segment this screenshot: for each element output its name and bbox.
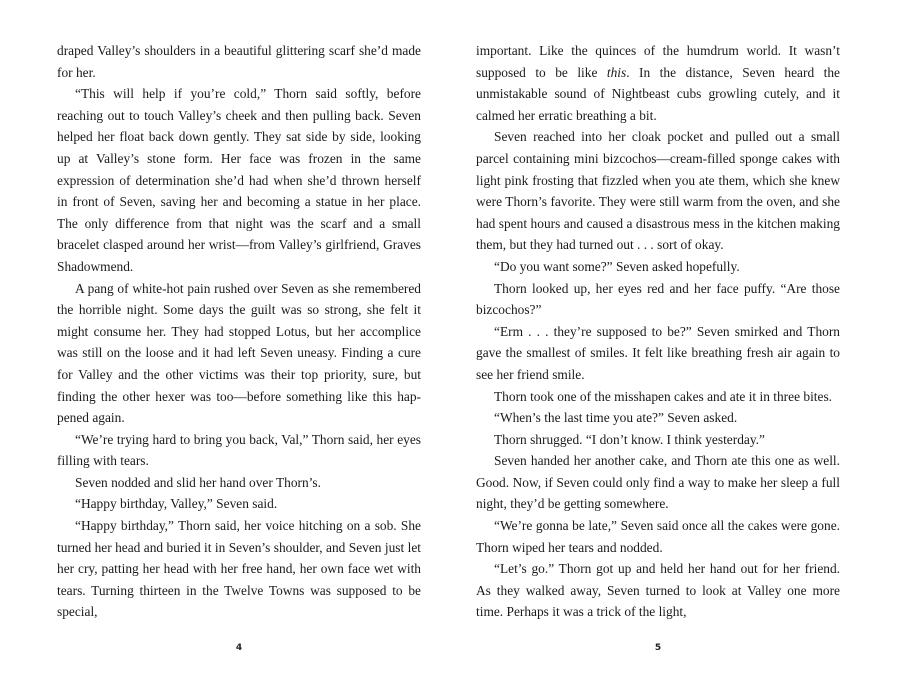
paragraph: draped Valley’s shoulders in a beautiful glittering scarf she’d made for her. xyxy=(57,43,421,80)
paragraph: Seven handed her another cake, and Thorn ate this one as well. Good. Now, if Seven could only find a way to make her sleep a full night, they’d be getting somewhere. xyxy=(476,453,840,512)
paragraph: Seven reached into her cloak pocket and pulled out a small parcel containing mini bizcochos—cream-filled sponge cakes with light pink frosting that fizzled when you ate them, which she knew were Thorn’s favorite. They were still warm from the oven, and she had spent hours and caused a disastrous mess in the kitchen making them, but they had turned out . . . sort of okay. xyxy=(476,129,840,253)
page-number: 5 xyxy=(654,643,662,653)
paragraph: “When’s the last time you ate?” Seven asked. xyxy=(494,410,738,426)
paragraph: Seven nodded and slid her hand over Thorn’s. xyxy=(75,474,321,490)
left-page-text xyxy=(57,40,421,623)
paragraph: “Let’s go.” Thorn got up and held her hand out for her friend. As they walked away, Seven turned to look at Valley one more time. Perhaps it was a trick of the light, xyxy=(476,561,840,620)
left-page xyxy=(57,40,421,653)
right-page xyxy=(476,40,840,653)
paragraph: “Happy birthday, Valley,” Seven said. xyxy=(75,496,278,512)
paragraph: “We’re gonna be late,” Seven said once all the cakes were gone. Thorn wiped her tears and nodded. xyxy=(476,518,840,555)
right-page-text xyxy=(476,40,840,623)
paragraph: Thorn took one of the misshapen cakes and ate it in three bites. xyxy=(494,388,833,404)
paragraph: Thorn looked up, her eyes red and her face puffy. “Are those bizcochos?” xyxy=(476,280,840,318)
paragraph: “This will help if you’re cold,” Thorn said softly, before reaching out to touch Valley’s cheek and then pulling back. Seven helped her float back down gently. They sat side by side, looking up at Valley’s stone form. Her face was frozen in the same expression of determination she’d had when she’d thrown herself in front of Seven, saving her and becoming a statue in her place. The only difference from that night was the scarf and a small bracelet clasped around her wrist—from Valley’s girlfriend, Graves Shadowmend. xyxy=(57,86,421,274)
paragraph: “Happy birthday,” Thorn said, her voice hitching on a sob. She turned her head and buried it in Seven’s shoulder, and Seven just let her cry, patting her head with her free hand, her own face wet with tears. Turning thirteen in the Twelve Towns was supposed to be special, xyxy=(57,518,421,620)
paragraph: A pang of white-hot pain rushed over Seven as she remembered the horrible night. Some days the guilt was so strong, she felt it might consume her. They had stopped Lotus, but her accomplice was still on the loose and it had left Seven uneasy. Finding a cure for Valley and the other victims was their top priority, sure, but finding the other hexer was too—before something like this happened again. xyxy=(57,280,421,426)
paragraph: important. Like the quinces of the humdrum world. It wasn’t supposed to be like this. In the distance, Seven heard the unmistakable sound of Nightbeast cubs growling cutely, and it calmed her erratic breathing a bit. xyxy=(476,43,840,123)
paragraph: “Erm . . . they’re supposed to be?” Seven smirked and Thorn gave the smallest of smiles. It felt like breathing fresh air again to see her friend smile. xyxy=(476,323,840,382)
paragraph: “We’re trying hard to bring you back, Val,” Thorn said, her eyes filling with tears. xyxy=(57,431,421,469)
page-number: 4 xyxy=(235,643,243,653)
paragraph: Thorn shrugged. “I don’t know. I think yesterday.” xyxy=(494,431,765,447)
paragraph: “Do you want some?” Seven asked hopefully. xyxy=(494,258,740,274)
